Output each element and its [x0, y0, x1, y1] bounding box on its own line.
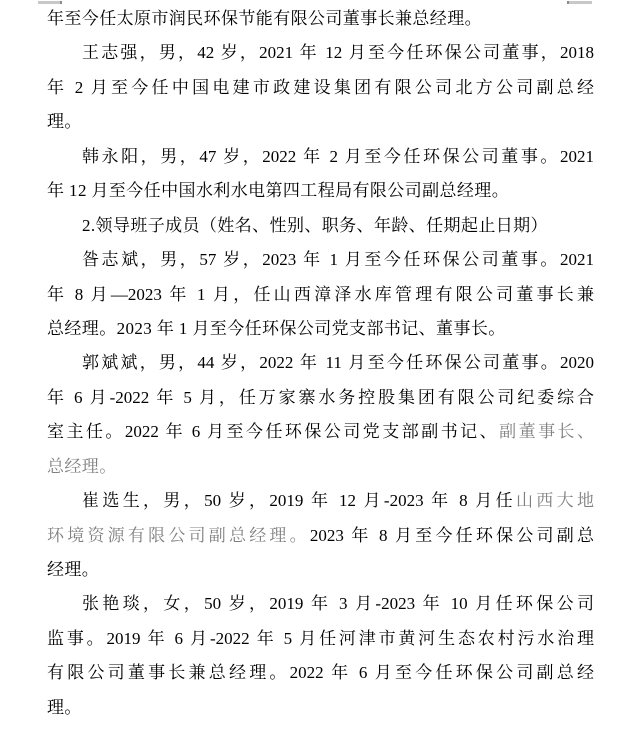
body-text: 经理。 — [47, 560, 100, 579]
body-text: 昝志斌，男，57 岁，2023 年 1 月至今任环保公司董事。2021 — [82, 250, 594, 270]
body-text: 年 12 月至今任中国水利水电第四工程局有限公司副总经理。 — [47, 181, 510, 201]
body-text: 室主任。2022 年 6 月至今任环保公司党支部副书记、 — [47, 422, 500, 442]
text-line — [47, 519, 594, 553]
text-line — [47, 105, 594, 139]
body-text: 郭斌斌，男，44 岁，2022 年 11 月至今任环保公司董事。2020 — [82, 353, 594, 373]
text-line — [47, 381, 594, 415]
document-body — [47, 2, 594, 725]
body-text: 总经理。2023 年 1 月至今任环保公司党支部书记、董事长。 — [47, 318, 506, 338]
text-line — [47, 622, 594, 656]
text-line — [47, 312, 594, 346]
text-line — [47, 2, 594, 36]
body-text: 2023 年 8 月至今任环保公司副总 — [309, 525, 594, 545]
body-text: 年 2 月至今任中国电建市政建设集团有限公司北方公司副总经 — [47, 77, 594, 97]
revised-text: 环境资源有限公司副总经理。 — [47, 525, 310, 545]
text-line — [47, 691, 594, 725]
text-line — [47, 450, 594, 484]
body-text: 张艳琰，女，50 岁，2019 年 3 月-2023 年 10 月任环保公司 — [82, 594, 594, 614]
text-line — [47, 415, 594, 449]
body-text: 年 6 月-2022 年 5 月，任万家寨水务控股集团有限公司纪委综合 — [47, 387, 594, 407]
text-line — [47, 71, 594, 105]
body-text: 韩永阳，男，47 岁，2022 年 2 月至今任环保公司董事。2021 — [82, 146, 594, 166]
text-line — [47, 656, 594, 690]
text-line — [47, 36, 594, 70]
text-line — [47, 587, 594, 621]
text-line — [47, 140, 594, 174]
body-text: 王志强，男，42 岁，2021 年 12 月至今任环保公司董事，2018 — [82, 43, 594, 63]
text-line — [47, 553, 594, 587]
body-text: 理。 — [47, 697, 82, 717]
body-text: 2.领导班子成员（姓名、性别、职务、年龄、任期起止日期） — [82, 215, 548, 235]
text-line — [47, 174, 594, 208]
body-text: 年至今任太原市润民环保节能有限公司董事长兼总经理。 — [47, 9, 482, 28]
text-line — [47, 209, 594, 243]
revised-text: 山西大地 — [515, 491, 594, 511]
body-text: 有限公司董事长兼总经理。2022 年 6 月至今任环保公司副总经 — [47, 663, 594, 683]
text-line — [47, 243, 594, 277]
revised-text: 副董事长、 — [499, 422, 595, 442]
text-line — [47, 484, 594, 518]
body-text: 崔选生，男，50 岁，2019 年 12 月-2023 年 8 月任 — [82, 491, 516, 511]
body-text: 理。 — [47, 112, 82, 132]
text-line — [47, 278, 594, 312]
text-line — [47, 346, 594, 380]
body-text: 年 8 月—2023 年 1 月，任山西漳泽水库管理有限公司董事长兼 — [47, 284, 594, 304]
body-text: 监事。2019 年 6 月-2022 年 5 月任河津市黄河生态农村污水治理 — [47, 628, 594, 648]
revised-text: 总经理。 — [47, 456, 117, 476]
